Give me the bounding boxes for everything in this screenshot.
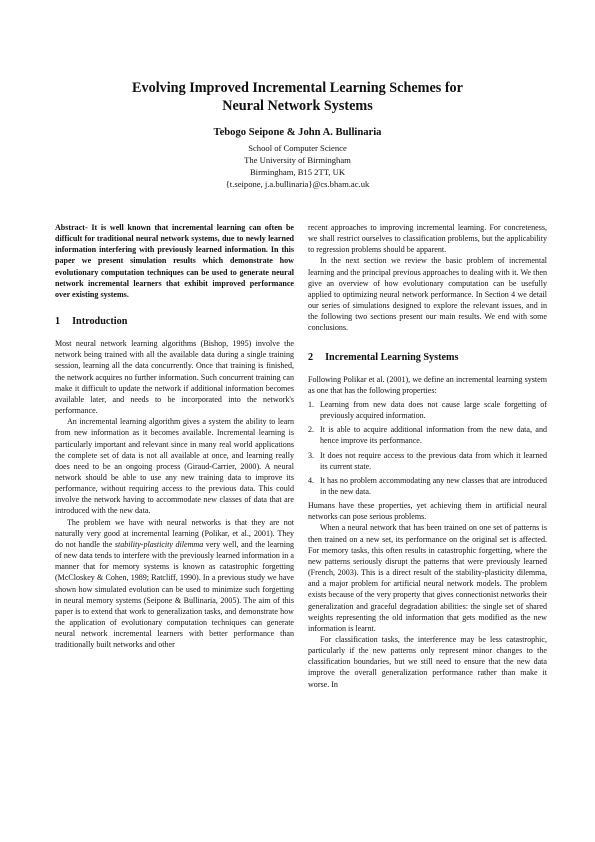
- abstract: [55, 222, 294, 300]
- intro-p3-emphasis: stability-plasticity dilemma: [114, 539, 204, 549]
- intro-paragraph-3: [55, 517, 294, 651]
- paper-authors: Tebogo Seipone & John A. Bullinaria: [213, 127, 382, 138]
- abstract-label: Abstract-: [55, 223, 88, 232]
- section-number: 2: [308, 351, 314, 363]
- list-item-text: Learning from new data does not cause large scale forgetting of previously acquired information.: [320, 399, 547, 421]
- intro-paragraph-1: Most neural network learning algorithms (Bishop, 1995) involve the network being trained with all the available data during a single training session, learning all the data concurrently. Once that training is finished, the network acquires no further information. Such concurrent training can make it difficult to update the network if additional information becomes available later, and needs to be incorporated into the network's performance.: [55, 339, 294, 416]
- list-item-number: 3.: [308, 450, 315, 460]
- properties-list: [308, 399, 547, 497]
- list-item: [308, 475, 547, 497]
- title-line-2: Neural Network Systems: [222, 98, 373, 114]
- section-number: 1: [55, 316, 61, 328]
- list-item-number: 1.: [308, 399, 315, 409]
- title-line-1: Evolving Improved Incremental Learning Schemes for: [132, 80, 463, 96]
- intro-paragraph-4: recent approaches to improving incremental learning. For concreteness, we shall restrict ourselves to classification problems, but the applicability to regression problems should be apparent.: [308, 223, 547, 255]
- section2-intro: Following Polikar et al. (2001), we define an incremental learning system as one that has the following properties:: [308, 374, 547, 395]
- section2-paragraph-4: For classification tasks, the interference may be less catastrophic, particularly if the new patterns only represent minor changes to the classification boundaries, but we still need to ensure that the new data improve the overall generalization performance rather than make it worse. In: [308, 635, 547, 689]
- author-emails: {t.seipone, j.a.bullinaria}@cs.bham.ac.uk: [225, 179, 370, 190]
- list-item-text: It has no problem accommodating any new classes that are introduced in the new data.: [320, 475, 547, 496]
- list-item: [308, 399, 547, 421]
- section-heading-introduction: [55, 315, 294, 328]
- author-affiliation: [40, 142, 555, 190]
- paper-title: [40, 79, 555, 115]
- intro-p3-part-a: The problem we have with neural networks is that they are not naturally very good at incremental learning (Polikar, et al., 2001). They do not handle the: [55, 517, 294, 549]
- affiliation-line: School of Computer Science: [248, 143, 347, 153]
- intro-paragraph-2: An incremental learning algorithm gives a system the ability to learn from new information as it becomes available. Incremental learning is particularly important and relevant since in many real world applications the complete set of data is not all available at once, and learning really does need to be an ongoing process (Giraud-Carrier, 2000). A neural network should be able to use any new training data to improve its performance, without requiring access to the previous data. This could involve the network having to accommodate new classes of data that are introduced with the new data.: [55, 417, 294, 516]
- list-item-text: It does not require access to the previous data from which it learned its current state.: [320, 450, 547, 471]
- section2-paragraph-2: Humans have these properties, yet achieving them in artificial neural networks can pose serious problems.: [308, 501, 547, 522]
- list-item-number: 2.: [308, 425, 315, 435]
- section-title: Introduction: [72, 316, 128, 328]
- right-column: [308, 222, 547, 690]
- affiliation-line: The University of Birmingham: [244, 155, 351, 166]
- list-item: [308, 450, 547, 472]
- abstract-text: It is well known that incremental learning can often be difficult for traditional neural network systems, due to newly learned information interfering with previously learned information. In this paper we present simulation results which demonstrate how evolutionary computation techniques can be used to generate neural network incremental learners that exhibit improved performance over existing systems.: [55, 223, 294, 299]
- list-item-number: 4.: [308, 475, 315, 485]
- list-item: [308, 424, 547, 446]
- left-column: [55, 222, 294, 650]
- list-item-text: It is able to acquire additional information from the new data, and hence improve its performance.: [320, 425, 547, 446]
- section-heading-incremental-learning: [308, 351, 547, 364]
- intro-paragraph-5: In the next section we review the basic problem of incremental learning and the principal previous approaches to dealing with it. We then give an overview of how evolutionary computation can be usefully applied to optimizing neural network performance. In Section 4 we detail our series of simulations designed to explore the relevant issues, and in the following two sections present our main results. We end with some conclusions.: [308, 256, 547, 333]
- affiliation-line: Birmingham, B15 2TT, UK: [249, 167, 346, 178]
- intro-p3-part-b: very well, and the learning of new data tends to interfere with the previously learned information in a manner that for memory systems is known as catastrophic forgetting (McCloskey & Cohen, 1989; Ratcliff, 1990). In a previous study we have shown how simulated evolution can be used to minimize such forgetting in neural memory systems (Seipone & Bullinaria, 2005). The aim of this paper is to extend that work to generalization tasks, and demonstrate how the application of evolutionary computation techniques can generate neural network incremental learners with better performance than traditionally built networks and other: [55, 539, 294, 650]
- section2-paragraph-3: When a neural network that has been trained on one set of patterns is then trained on a new set, its performance on the original set is affected. For memory tasks, this often results in catastrophic forgetting, where the new patterns seriously disrupt the patterns that were previously learned (French, 2003). This is a direct result of the stability-plasticity dilemma, and a major problem for artificial neural network models. The problem exists because of the very property that gives connectionist networks their generalization and graceful degradation abilities: the single set of shared weights representing the old information that gets modified as the new information is learnt.: [308, 523, 547, 633]
- section-title: Incremental Learning Systems: [325, 351, 459, 363]
